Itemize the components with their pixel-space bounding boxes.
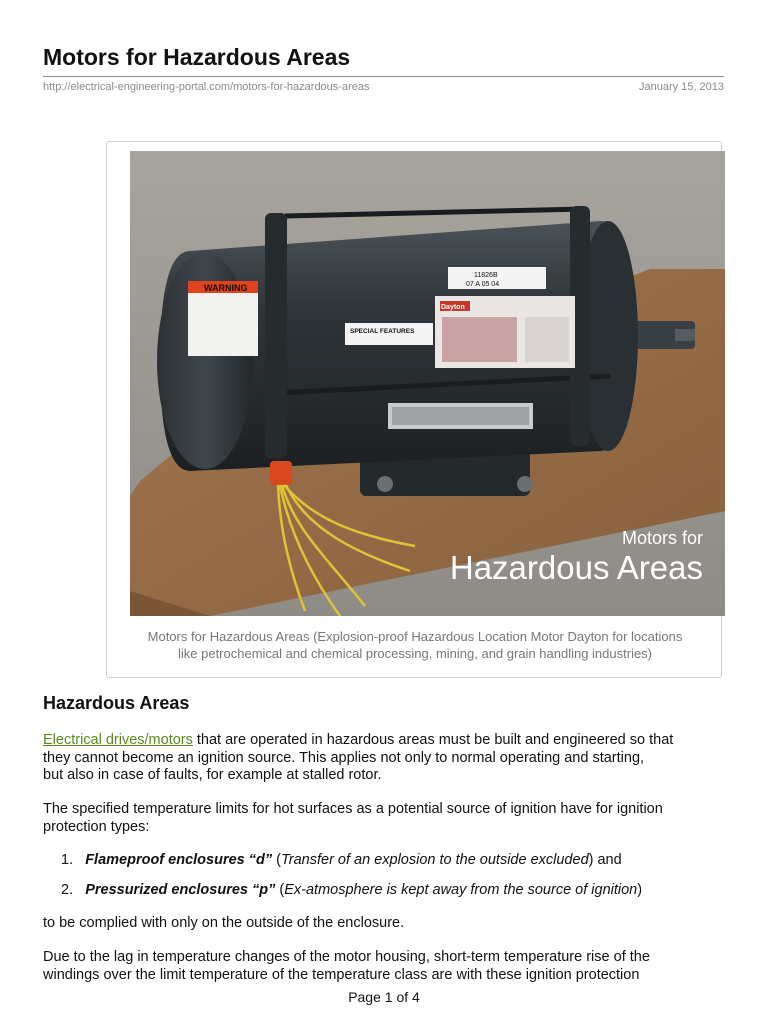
overlay-title-large: Hazardous Areas (449, 549, 703, 586)
caption-line-2: like petrochemical and chemical processing, mining, and grain handling industries) (177, 645, 653, 661)
caption-line-1: Motors for Hazardous Areas (Explosion-proof Hazardous Location Motor Dayton for locations (147, 629, 683, 644)
figure-box (106, 141, 722, 678)
brand-label: Dayton (441, 304, 465, 311)
list-paren-close: ) and (588, 852, 622, 868)
page-title: Motors for Hazardous Areas (43, 44, 351, 70)
list-term: Flameproof enclosures “d” (85, 852, 273, 868)
publish-date: January 15, 2013 (638, 81, 724, 93)
page-number: Page 1 of 4 (348, 989, 420, 1005)
tag-label-line2: 07 A 05 04 (466, 281, 500, 288)
list-number: 1. (61, 852, 74, 868)
list-item (61, 852, 622, 870)
tag-label-line1: 11826B (474, 272, 498, 279)
paragraph-3: to be complied with only on the outside of the enclosure. (43, 915, 405, 931)
list-number: 2. (61, 882, 74, 898)
list-description: Transfer of an explosion to the outside excluded (280, 852, 589, 868)
paragraph-2-line-2: protection types: (43, 818, 150, 835)
list-paren-open: ( (275, 882, 285, 898)
section-heading: Hazardous Areas (43, 693, 190, 713)
list-paren-close: ) (637, 882, 643, 898)
list-term: Pressurized enclosures “p” (85, 882, 276, 898)
paragraph-2-line-1: The specified temperature limits for hot surfaces as a potential source of ignition have for ignition (43, 801, 663, 817)
overlay-title-small: Motors for (621, 528, 703, 548)
list-paren-open: ( (272, 852, 281, 868)
paragraph-1-line-1: that are operated in hazardous areas must be built and engineered so that (192, 732, 674, 748)
source-url[interactable]: http://electrical-engineering-portal.com/motors-for-hazardous-areas (43, 81, 370, 93)
electrical-drives-link[interactable]: Electrical drives/motors (43, 732, 193, 748)
title-divider (43, 76, 724, 77)
motor-photo (130, 151, 725, 616)
paragraph-4 (43, 949, 733, 984)
list-item (61, 882, 642, 900)
paragraph-1-line-2: they cannot become an ignition source. This applies not only to normal operating and starting, (43, 749, 645, 766)
paragraph-4-line-2: windings over the limit temperature of the temperature class are with these ignition protection (43, 966, 640, 983)
warning-label-text: WARNING (204, 283, 248, 293)
figure-caption (107, 629, 723, 662)
special-features-label: SPECIAL FEATURES (350, 328, 415, 335)
paragraph-1-line-3: but also in case of faults, for example at stalled rotor. (43, 767, 382, 783)
list-description: Ex-atmosphere is kept away from the source of ignition (284, 882, 638, 898)
paragraph-4-line-1: Due to the lag in temperature changes of the motor housing, short-term temperature rise of the (43, 949, 650, 965)
paragraph-1 (43, 732, 733, 785)
paragraph-2 (43, 801, 733, 836)
